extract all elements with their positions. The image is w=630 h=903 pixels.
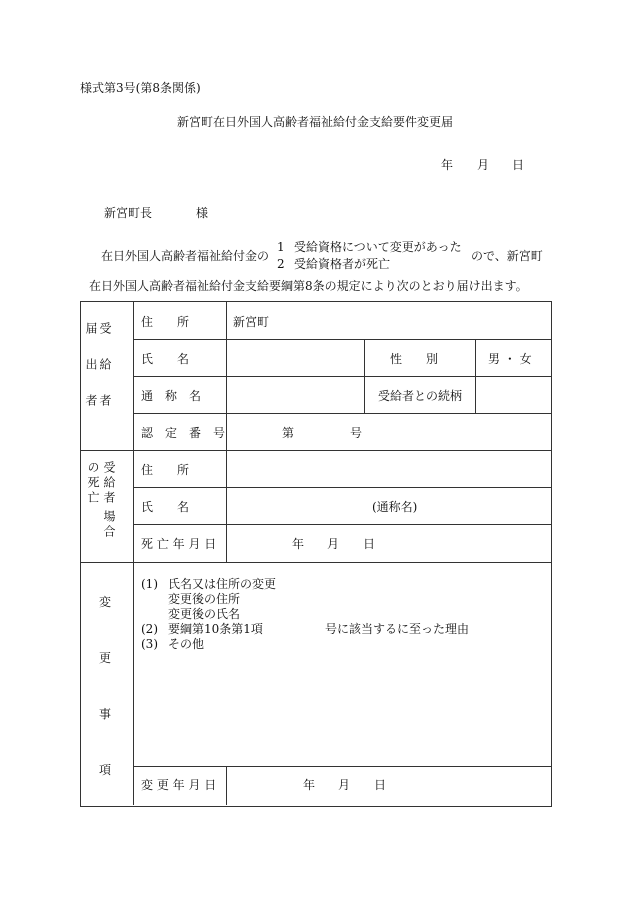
death-date-label: 死 亡 年 月 日 — [141, 537, 217, 551]
section-divider — [80, 450, 551, 451]
column-line — [475, 339, 476, 413]
column-line — [133, 301, 134, 805]
reporter-col-2: 届出者 — [84, 322, 98, 430]
date-month: 月 — [477, 158, 490, 172]
death-date-month: 月 — [327, 537, 340, 551]
reporter-address-value[interactable]: 新宮町 — [233, 315, 270, 329]
change-item3-num: (3) — [141, 637, 158, 651]
form-number: 様式第3号(第8条関係) — [80, 81, 201, 95]
addressee-name: 新宮町長 — [104, 206, 153, 220]
change-date-year: 年 — [303, 778, 316, 792]
addressee-honorific: 様 — [196, 206, 209, 220]
death-date-year: 年 — [292, 537, 305, 551]
intro-option1-num: 1 — [277, 240, 285, 254]
reporter-sex-options[interactable]: 男 ・ 女 — [488, 352, 532, 366]
change-side-char: 変 — [99, 595, 112, 609]
column-line — [226, 766, 227, 805]
intro-tail: ので、新宮町 — [471, 249, 543, 263]
intro-lead: 在日外国人高齢者福祉給付金の — [101, 249, 270, 263]
change-item2-num: (2) — [141, 622, 158, 636]
change-item1-text: 氏名又は住所の変更 — [168, 577, 277, 591]
section-divider — [80, 562, 551, 563]
row-line — [133, 766, 551, 767]
document-title: 新宮町在日外国人高齢者福祉給付金支給要件変更届 — [177, 115, 454, 129]
row-line — [133, 339, 551, 340]
column-line — [364, 339, 365, 413]
row-line — [133, 413, 551, 414]
reporter-cert-suffix: 号 — [350, 426, 363, 440]
death-address-label: 住 所 — [141, 463, 190, 477]
row-line — [133, 376, 551, 377]
column-line — [226, 301, 227, 562]
death-col-1: 受給者 — [102, 461, 116, 506]
change-date-month: 月 — [338, 778, 351, 792]
reporter-name-label: 氏 名 — [141, 352, 190, 366]
change-date-day: 日 — [374, 778, 387, 792]
change-item1-sub2[interactable]: 変更後の氏名 — [168, 607, 241, 621]
change-side-char: 事 — [99, 707, 112, 721]
change-side-char: 項 — [99, 763, 112, 777]
intro-option2-text: 受給資格者が死亡 — [294, 257, 391, 271]
change-side-char: 更 — [99, 651, 112, 665]
death-col-2: の死亡 — [86, 461, 100, 506]
reporter-relation-label: 受給者との続柄 — [378, 389, 463, 403]
intro-line2: 在日外国人高齢者福祉給付金支給要綱第8条の規定により次のとおり届け出ます。 — [89, 279, 528, 293]
reporter-cert-prefix: 第 — [282, 426, 295, 440]
date-day: 日 — [512, 158, 525, 172]
death-col-3: 場合 — [102, 510, 116, 540]
reporter-address-label: 住 所 — [141, 315, 190, 329]
change-item1-sub1[interactable]: 変更後の住所 — [168, 592, 241, 606]
intro-option2-num: 2 — [277, 257, 285, 271]
death-date-day: 日 — [363, 537, 376, 551]
reporter-alias-label: 通 称 名 — [141, 389, 202, 403]
change-item2-text: 要綱第10条第1項 — [168, 622, 263, 636]
death-name-label: 氏 名 — [141, 500, 190, 514]
change-item3-text: その他 — [168, 637, 205, 651]
reporter-sex-label: 性 別 — [390, 352, 439, 366]
date-year: 年 — [441, 158, 454, 172]
change-date-label: 変 更 年 月 日 — [141, 778, 217, 792]
change-item1-num: (1) — [141, 577, 158, 591]
reporter-cert-label: 認 定 番 号 — [141, 426, 226, 440]
reporter-col-1: 受給者 — [98, 322, 112, 430]
intro-option1-text: 受給資格について変更があった — [294, 240, 462, 254]
row-line — [133, 524, 551, 525]
change-item2-tail: 号に該当するに至った理由 — [325, 622, 470, 636]
death-alias-note: (通称名) — [372, 500, 418, 514]
row-line — [133, 487, 551, 488]
